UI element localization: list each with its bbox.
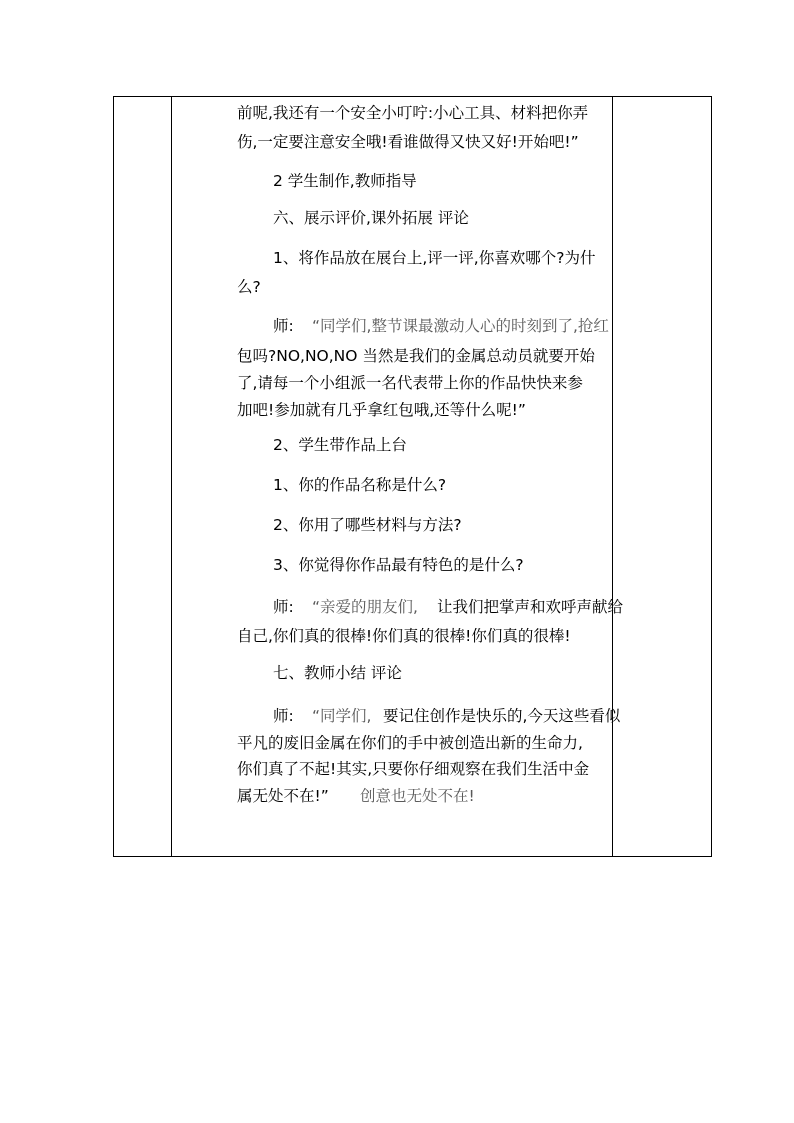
section-heading: 七、教师小结 评论 <box>273 664 402 682</box>
text-line: 要记住创作是快乐的,今天这些看似 <box>383 707 621 725</box>
text-line: 包吗?NO,NO,NO 当然是我们的金属总动员就要开始 <box>237 347 595 365</box>
speaker-label: 师: <box>273 707 294 725</box>
text-line: 你们真了不起!其实,只要你仔细观察在我们生活中金 <box>237 760 590 778</box>
right-column-cell <box>613 97 712 857</box>
text-line: 2、你用了哪些材料与方法? <box>273 516 462 534</box>
table-row <box>114 97 712 857</box>
text-line: 加吧!参加就有几乎拿红包哦,还等什么呢!” <box>237 401 526 419</box>
text-line: 平凡的废旧金属在你们的手中被创造出新的生命力, <box>237 734 583 752</box>
text-line: 3、你觉得你作品最有特色的是什么? <box>273 556 524 574</box>
content-area <box>172 97 624 856</box>
lesson-plan-table <box>113 96 712 857</box>
text-line: “亲爱的朋友们, <box>312 598 418 616</box>
text-line: 自己,你们真的很棒!你们真的很棒!你们真的很棒! <box>237 627 571 645</box>
left-column-cell <box>114 97 172 857</box>
text-line: 属无处不在!” <box>237 787 329 805</box>
text-line: 2、学生带作品上台 <box>273 436 407 454</box>
text-line: 前呢,我还有一个安全小叮咛:小心工具、材料把你弄 <box>237 104 589 122</box>
text-line: “同学们, <box>312 707 372 725</box>
text-line: 1、你的作品名称是什么? <box>273 476 447 494</box>
text-line: 2 学生制作,教师指导 <box>273 172 417 190</box>
speaker-label: 师: <box>273 598 294 616</box>
text-line: 么? <box>237 278 261 296</box>
text-line: 让我们把掌声和欢呼声献给 <box>437 598 624 616</box>
text-line: 1、将作品放在展台上,评一评,你喜欢哪个?为什 <box>273 249 596 267</box>
text-line: 创意也无处不在! <box>360 787 475 805</box>
text-line: 了,请每一个小组派一名代表带上你的作品快快来参 <box>237 374 583 392</box>
text-line: “同学们,整节课最激动人心的时刻到了,抢红 <box>312 317 609 335</box>
text-line: 伤,一定要注意安全哦!看谁做得又快又好!开始吧!” <box>237 133 579 151</box>
content-column-cell <box>172 97 624 857</box>
speaker-label: 师: <box>273 317 294 335</box>
section-heading: 六、展示评价,课外拓展 评论 <box>273 209 469 227</box>
